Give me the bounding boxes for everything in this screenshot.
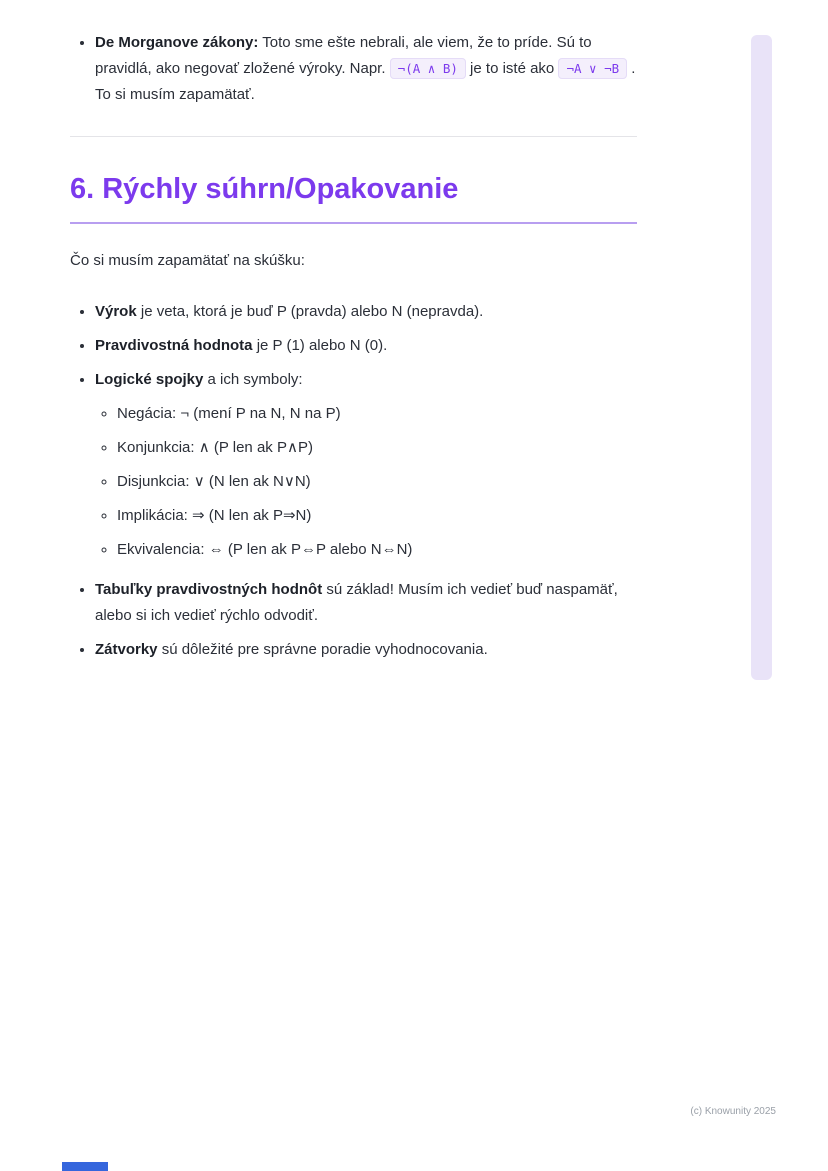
section-divider (70, 136, 637, 137)
bullet-lead: Logické spojky (95, 371, 204, 388)
bullet-text: sú základ! Musím ich vedieť buď naspamäť, alebo si ich vedieť rýchlo odvodiť. (95, 581, 618, 624)
demorgan-text-3: . To si musím zapamätať. (95, 60, 636, 103)
list-item-tabulky (95, 577, 637, 629)
demorgan-list (70, 30, 637, 108)
list-item-logicke-spojky (95, 367, 637, 563)
section-heading: 6. Rýchly súhrn/Opakovanie (70, 173, 637, 224)
list-item-negacia: ◦ Negácia: ¬ (mení P na N, N na P) (117, 401, 637, 427)
demorgan-text-1: Toto sme ešte nebrali, ale viem, že to príde. Sú to pravidlá, ako negovať zložené výroky. Napr. (95, 34, 592, 77)
connective-list (95, 401, 637, 563)
next-page-edge (62, 1162, 108, 1171)
list-item-pravdivostna-hodnota (95, 333, 637, 359)
demorgan-text-2: je to isté ako (465, 60, 559, 77)
list-item-konjunkcia: ◦ Konjunkcia: ∧ (P len ak P∧P) (117, 435, 637, 461)
summary-list (70, 299, 637, 663)
inline-code-negation-conjunction: ¬(A ∧ B) (390, 58, 466, 79)
footer-credit: (c) Knowunity 2025 (690, 1106, 776, 1117)
bullet-text: je veta, ktorá je buď P (pravda) alebo N (nepravda). (136, 303, 484, 320)
bullet-text: je P (1) alebo N (0). (252, 337, 388, 354)
scrollbar-thumb[interactable] (751, 35, 772, 680)
list-item-ekvivalencia: ◦ Ekvivalencia: ⇔ (P len ak P⇔P alebo N⇔N) (117, 537, 637, 563)
list-item-implikacia: ◦ Implikácia: ⇒ (N len ak P⇒N) (117, 503, 637, 529)
list-item-zatvorky (95, 637, 637, 663)
list-item-disjunkcia: ◦ Disjunkcia: ∨ (N len ak N∨N) (117, 469, 637, 495)
inline-code-negation-disjunction: ¬A ∨ ¬B (558, 58, 627, 79)
bullet-lead: Tabuľky pravdivostných hodnôt (95, 581, 323, 598)
list-item (95, 30, 637, 108)
section-intro: Čo si musím zapamätať na skúšku: (70, 252, 305, 269)
demorgan-lead: De Morganove zákony: (95, 34, 259, 51)
bullet-lead: Výrok (95, 303, 137, 320)
bullet-lead: Pravdivostná hodnota (95, 337, 253, 354)
bullet-text: sú dôležité pre správne poradie vyhodnocovania. (157, 641, 488, 658)
document-content (70, 30, 637, 671)
bullet-text: a ich symboly: (203, 371, 303, 388)
list-item-vyrok (95, 299, 637, 325)
bullet-lead: Zátvorky (95, 641, 158, 658)
